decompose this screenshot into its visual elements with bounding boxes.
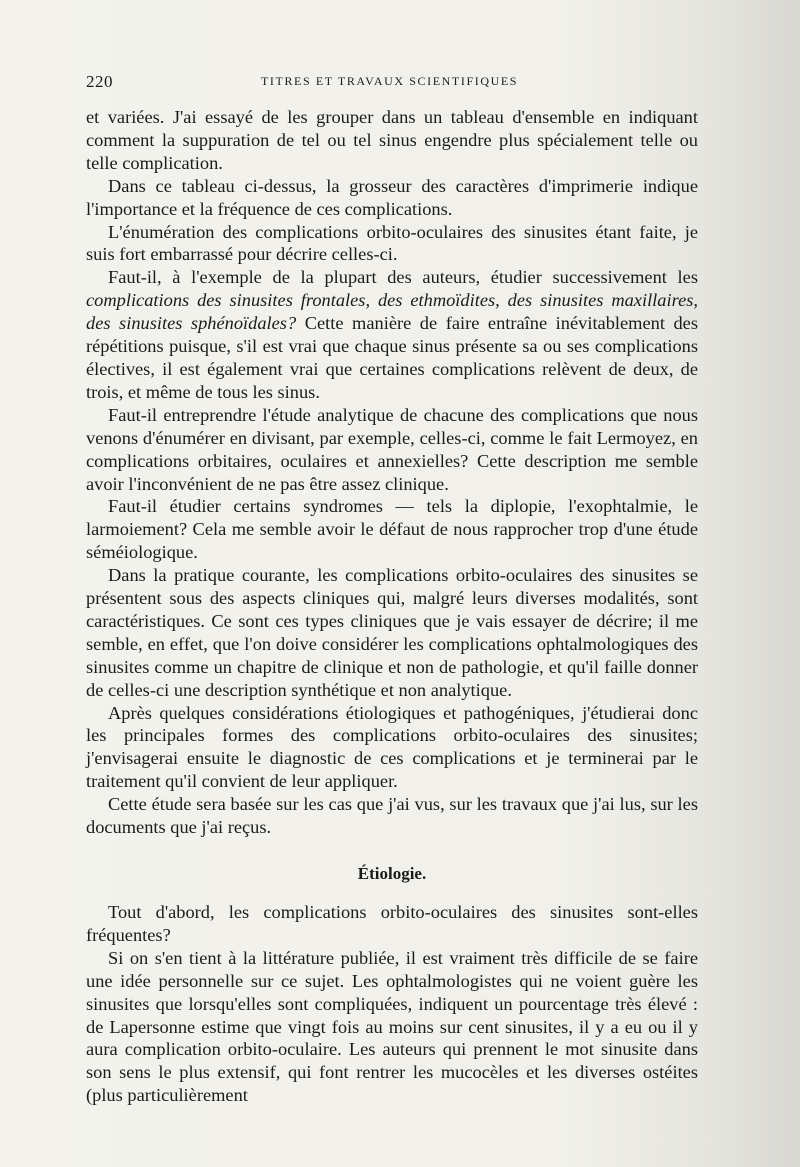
paragraph: Si on s'en tient à la littérature publiée, il est vraiment très difficile de se faire une idée personnelle sur ce sujet. Les ophtalmologistes qui ne voient guère les sinusites que lorsqu'elles sont compliquées, indiquent un pourcentage très élevé : de Lapersonne estime que vingt fois au moins sur cent sinusites, il y a eu ou il y aura complication orbito-oculaire. Les auteurs qui prennent le mot sinusite dans son sens le plus extensif, qui font rentrer les mucocèles et les diverses ostéites (plus particulièrement xyxy=(86,947,698,1106)
text-run: Faut-il, à l'exemple de la plupart des auteurs, étudier successivement les xyxy=(108,267,698,288)
paragraph: Cette étude sera basée sur les cas que j'ai vus, sur les travaux que j'ai lus, sur les documents que j'ai reçus. xyxy=(86,794,698,838)
paragraph: Faut-il étudier certains syndromes — tels la diplopie, l'exophtalmie, le larmoiement? Cela me semble avoir le défaut de nous rapprocher trop d'une étude séméiologique. xyxy=(86,496,698,563)
text-run: Cette manière de faire entraîne inévitablement des répétitions puisque, s'il est vrai que chaque sinus présente sa ou ses complications électives, il est également vrai que certaines complications relèvent de deux, de trois, et même de tous les sinus. xyxy=(86,313,699,402)
running-head: TITRES ET TRAVAUX SCIENTIFIQUES xyxy=(261,74,519,88)
paragraph: L'énumération des complications orbito-oculaires des sinusites étant faite, je suis fort embarrassé pour décrire celles-ci. xyxy=(86,221,698,265)
section-heading: Étiologie. xyxy=(357,864,427,883)
paragraph xyxy=(86,266,698,403)
body-text xyxy=(86,106,698,1107)
paragraph: Tout d'abord, les complications orbito-oculaires des sinusites sont-elles fréquentes? xyxy=(86,902,698,945)
paragraph: et variées. J'ai essayé de les grouper dans un tableau d'ensemble en indiquant comment la suppuration de tel ou tel sinus engendre plus spécialement telle ou telle complication. xyxy=(86,107,698,173)
paragraph: Après quelques considérations étiologiques et pathogéniques, j'étudierai donc les principales formes des complications orbito-oculaires des sinusites; j'envisagerai ensuite le diagnostic de ces complications et je terminerai par le traitement qu'il convient de leur appliquer. xyxy=(86,702,698,792)
page-header xyxy=(86,72,698,96)
paragraph: Dans ce tableau ci-dessus, la grosseur des caractères d'imprimerie indique l'importance et la fréquence de ces complications. xyxy=(86,175,698,219)
italic-text: complications des sinusites frontales, des ethmoïdites, des sinusites maxillaires, des sinusites sphénoïdales? xyxy=(86,290,698,334)
page-number: 220 xyxy=(86,72,113,91)
paragraph: Faut-il entreprendre l'étude analytique de chacune des complications que nous venons d'énumérer en divisant, par exemple, celles-ci, comme le fait Lermoyez, en complications orbitaires, oculaires et annexielles? Cette description me semble avoir l'inconvénient de ne pas être assez clinique. xyxy=(86,404,698,494)
paragraph: Dans la pratique courante, les complications orbito-oculaires des sinusites se présentent sous des aspects cliniques qui, malgré leurs diverses modalités, sont caractéristiques. Ce sont ces types cliniques que je vais essayer de décrire; il me semble, en effet, que l'on doive considérer les complications ophtalmologiques des sinusites comme un chapitre de clinique et non de pathologie, et qu'il faille donner de celles-ci une description synthétique et non analytique. xyxy=(86,565,698,700)
